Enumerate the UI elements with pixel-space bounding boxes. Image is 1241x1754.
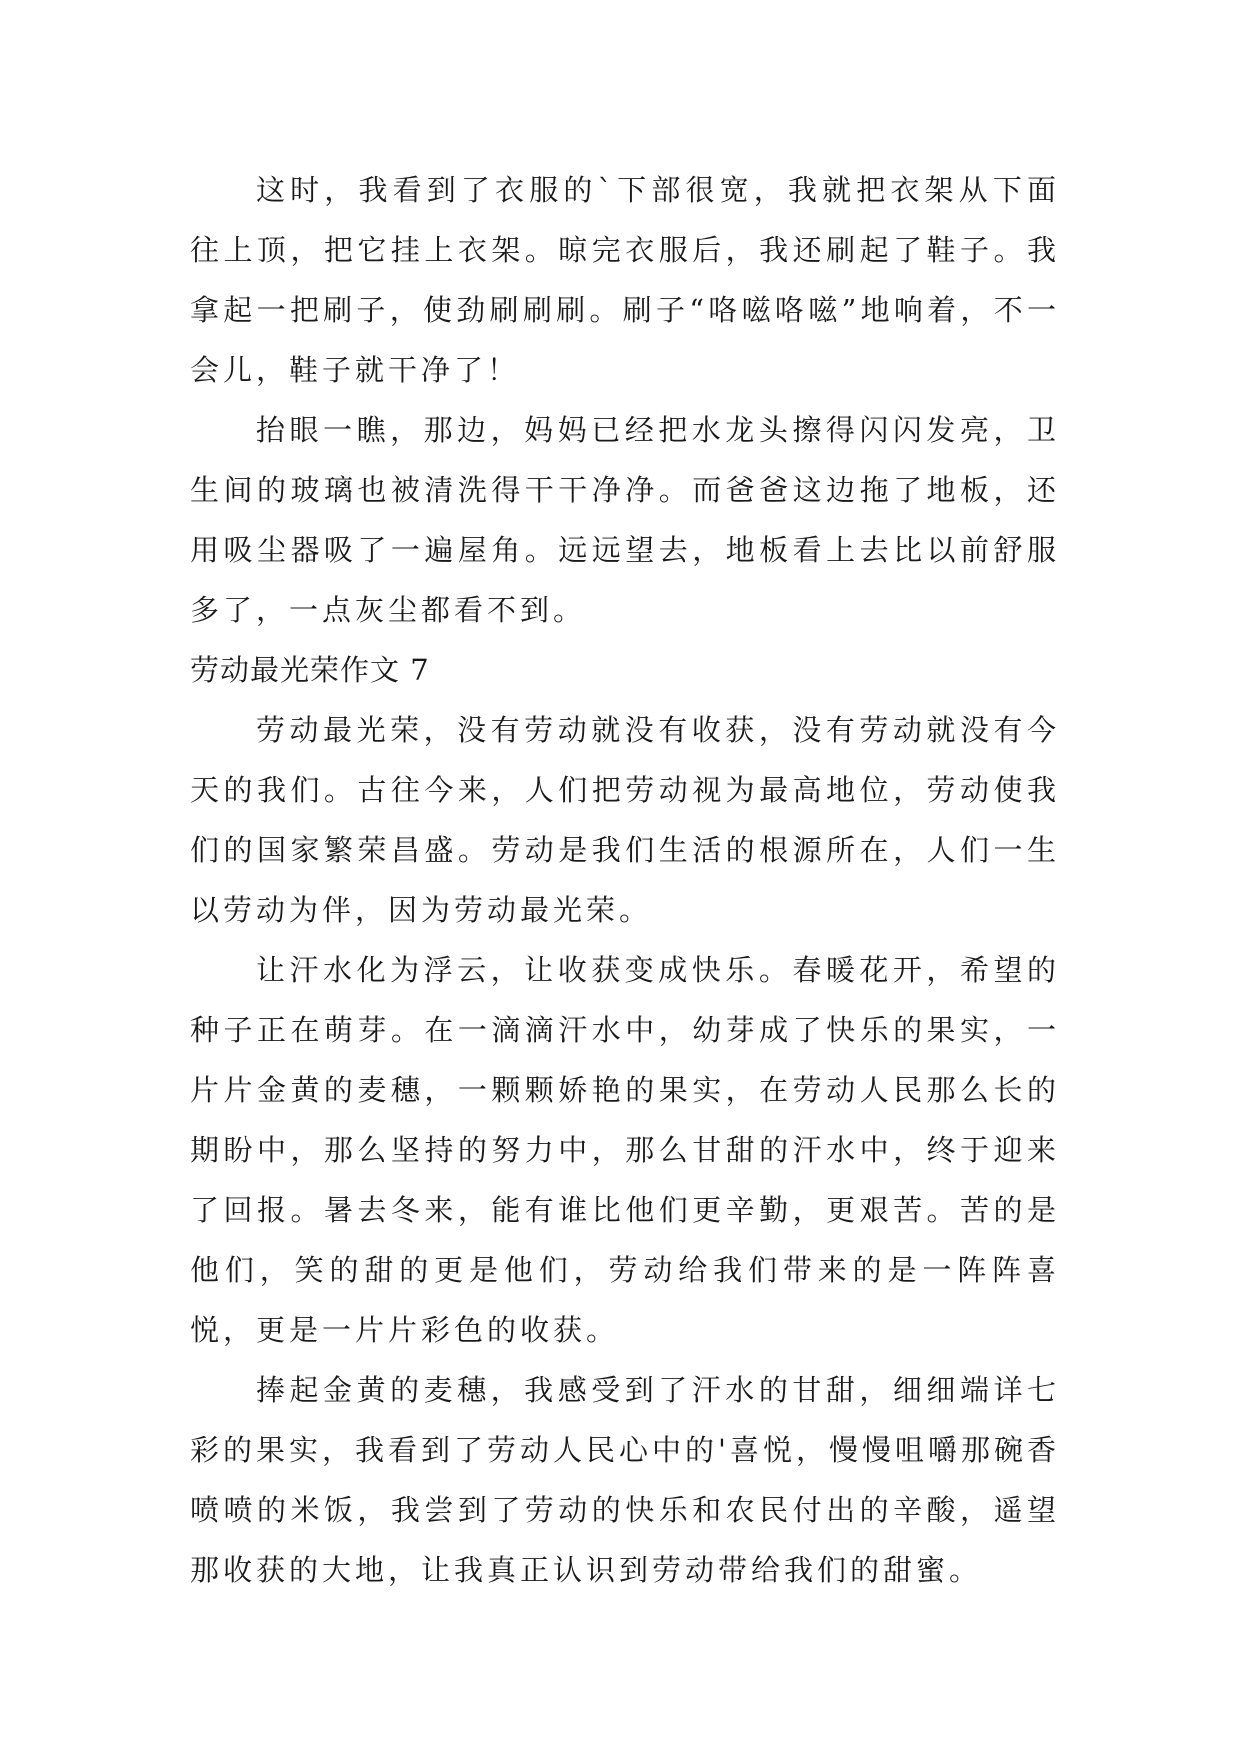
paragraph-labor-glory: 劳动最光荣，没有劳动就没有收获，没有劳动就没有今天的我们。古往今来，人们把劳动视为最高地位，劳动使我们的国家繁荣昌盛。劳动是我们生活的根源所在，人们一生以劳动为伴，因为劳动最光荣。 xyxy=(190,713,1060,927)
paragraph-sweat-harvest: 让汗水化为浮云，让收获变成快乐。春暖花开，希望的种子正在萌芽。在一滴滴汗水中，幼芽成了快乐的果实，一片片金黄的麦穗，一颗颗娇艳的果实，在劳动人民那么长的期盼中，那么坚持的努力中，那么甘甜的汗水中，终于迎来了回报。暑去冬来，能有谁比他们更辛勤，更艰苦。苦的是他们，笑的甜的更是他们，劳动给我们带来的是一阵阵喜悦，更是一片片彩色的收获。 xyxy=(190,953,1060,1347)
paragraph-parents-cleaning: 抬眼一瞧，那边，妈妈已经把水龙头擦得闪闪发亮，卫生间的玻璃也被清洗得干干净净。而爸爸这边拖了地板，还用吸尘器吸了一遍屋角。远远望去，地板看上去比以前舒服多了，一点灰尘都看不到。 xyxy=(190,413,1060,627)
document-body xyxy=(190,160,1060,1600)
section-title: 劳动最光荣作文 7 xyxy=(190,653,430,687)
paragraph-drying-clothes: 这时，我看到了衣服的`下部很宽，我就把衣架从下面往上顶，把它挂上衣架。晾完衣服后，我还刷起了鞋子。我拿起一把刷子，使劲刷刷刷。刷子“咯嗞咯嗞”地响着，不一会儿，鞋子就干净了！ xyxy=(190,173,1060,387)
paragraph-wheat-sweetness: 捧起金黄的麦穗，我感受到了汗水的甘甜，细细端详七彩的果实，我看到了劳动人民心中的'喜悦，慢慢咀嚼那碗香喷喷的米饭，我尝到了劳动的快乐和农民付出的辛酸，遥望那收获的大地，让我真正认识到劳动带给我们的甜蜜。 xyxy=(190,1373,1060,1587)
